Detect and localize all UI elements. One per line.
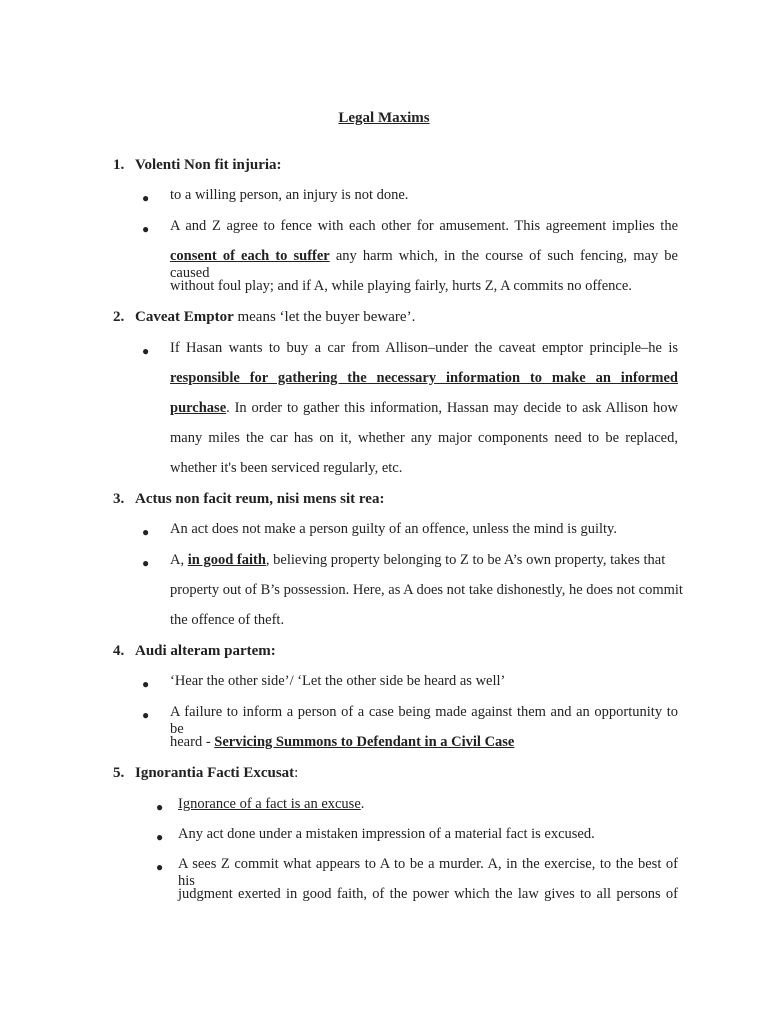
bullet-text-span: . In order to gather this information, Hassan may decide to ask Allison how [226, 400, 678, 416]
section-number: 5. [113, 765, 125, 781]
bullet-text: If Hasan wants to buy a car from Allison–under the caveat emptor principle–he is [170, 340, 678, 356]
bullet-text-line: many miles the car has on it, whether any major components need to be replaced, [170, 430, 678, 446]
section-number: 1. [113, 157, 125, 173]
bullet-icon: ● [156, 800, 164, 814]
bullet-icon: ● [142, 708, 150, 722]
section-number: 2. [113, 309, 125, 325]
bullet-text: An act does not make a person guilty of an offence, unless the mind is guilty. [170, 521, 617, 537]
bullet-text-span: A, [170, 552, 188, 568]
bullet-icon: ● [156, 830, 164, 844]
bullet-text-span: . [360, 796, 365, 812]
bullet-text-span: , believing property belonging to Z to be A’s own property, takes that [265, 552, 666, 568]
section-title: Actus non facit reum, nisi mens sit rea: [135, 491, 385, 507]
underline-text: Ignorance of a fact is an excuse [178, 796, 361, 812]
section-heading-text: means ‘let the buyer beware’. [233, 309, 416, 325]
bullet-text-line: without foul play; and if A, while playing fairly, hurts Z, A commits no offence. [170, 278, 632, 294]
section-title: Volenti Non fit injuria: [135, 157, 282, 173]
section-number: 3. [113, 491, 125, 507]
bold-underline-text: consent of each to suffer [170, 248, 330, 264]
bold-underline-text: responsible for gathering the necessary information to make an informed [170, 370, 678, 386]
bullet-text: Any act done under a mistaken impression of a material fact is excused. [178, 826, 595, 842]
bullet-icon: ● [142, 222, 150, 236]
bold-underline-text: purchase [170, 400, 227, 416]
bullet-text: A failure to inform a person of a case being made against them and an opportunity to be [170, 704, 678, 737]
section-5-heading [113, 765, 298, 782]
bullet-text: to a willing person, an injury is not done. [170, 187, 409, 203]
bullet-text-line: the offence of theft. [170, 612, 285, 628]
bullet-icon: ● [142, 525, 150, 539]
bullet-text-line: property out of B’s possession. Here, as A does not take dishonestly, he does not commit [170, 582, 683, 598]
section-4-heading [113, 643, 276, 660]
bullet-text: ‘Hear the other side’/ ‘Let the other side be heard as well’ [170, 673, 506, 689]
section-3-heading [113, 491, 384, 508]
section-heading-text: : [294, 765, 299, 781]
section-title: Ignorantia Facti Excusat [135, 765, 295, 781]
bullet-text-line [170, 400, 678, 417]
section-title: Caveat Emptor [135, 309, 234, 325]
section-number: 4. [113, 643, 125, 659]
bullet-icon: ● [156, 860, 164, 874]
section-2-heading [113, 309, 415, 326]
bullet-text-span: heard - [170, 734, 215, 750]
section-1-heading [113, 157, 282, 174]
bullet-text-line: whether it's been serviced regularly, etc. [170, 460, 403, 476]
bold-underline-text: Servicing Summons to Defendant in a Civil Case [214, 734, 515, 750]
bullet-icon: ● [142, 344, 150, 358]
bullet-text-line [170, 734, 678, 751]
bullet-icon: ● [142, 191, 150, 205]
bullet-text-span: any harm which, in the course of such fencing, may be caused [170, 248, 678, 281]
bullet-icon: ● [142, 556, 150, 570]
bullet-text-line [170, 552, 678, 569]
bullet-icon: ● [142, 677, 150, 691]
bullet-text-line: judgment exerted in good faith, of the power which the law gives to all persons of [178, 886, 678, 902]
section-title: Audi alteram partem: [135, 643, 276, 659]
bullet-text-line [178, 796, 678, 813]
page-title: Legal Maxims [338, 110, 430, 126]
bullet-text-line [170, 248, 678, 282]
bullet-text: A sees Z commit what appears to A to be a murder. A, in the exercise, to the best of his [178, 856, 678, 889]
bullet-text: A and Z agree to fence with each other for amusement. This agreement implies the [170, 218, 678, 234]
bold-underline-text: in good faith [187, 552, 266, 568]
